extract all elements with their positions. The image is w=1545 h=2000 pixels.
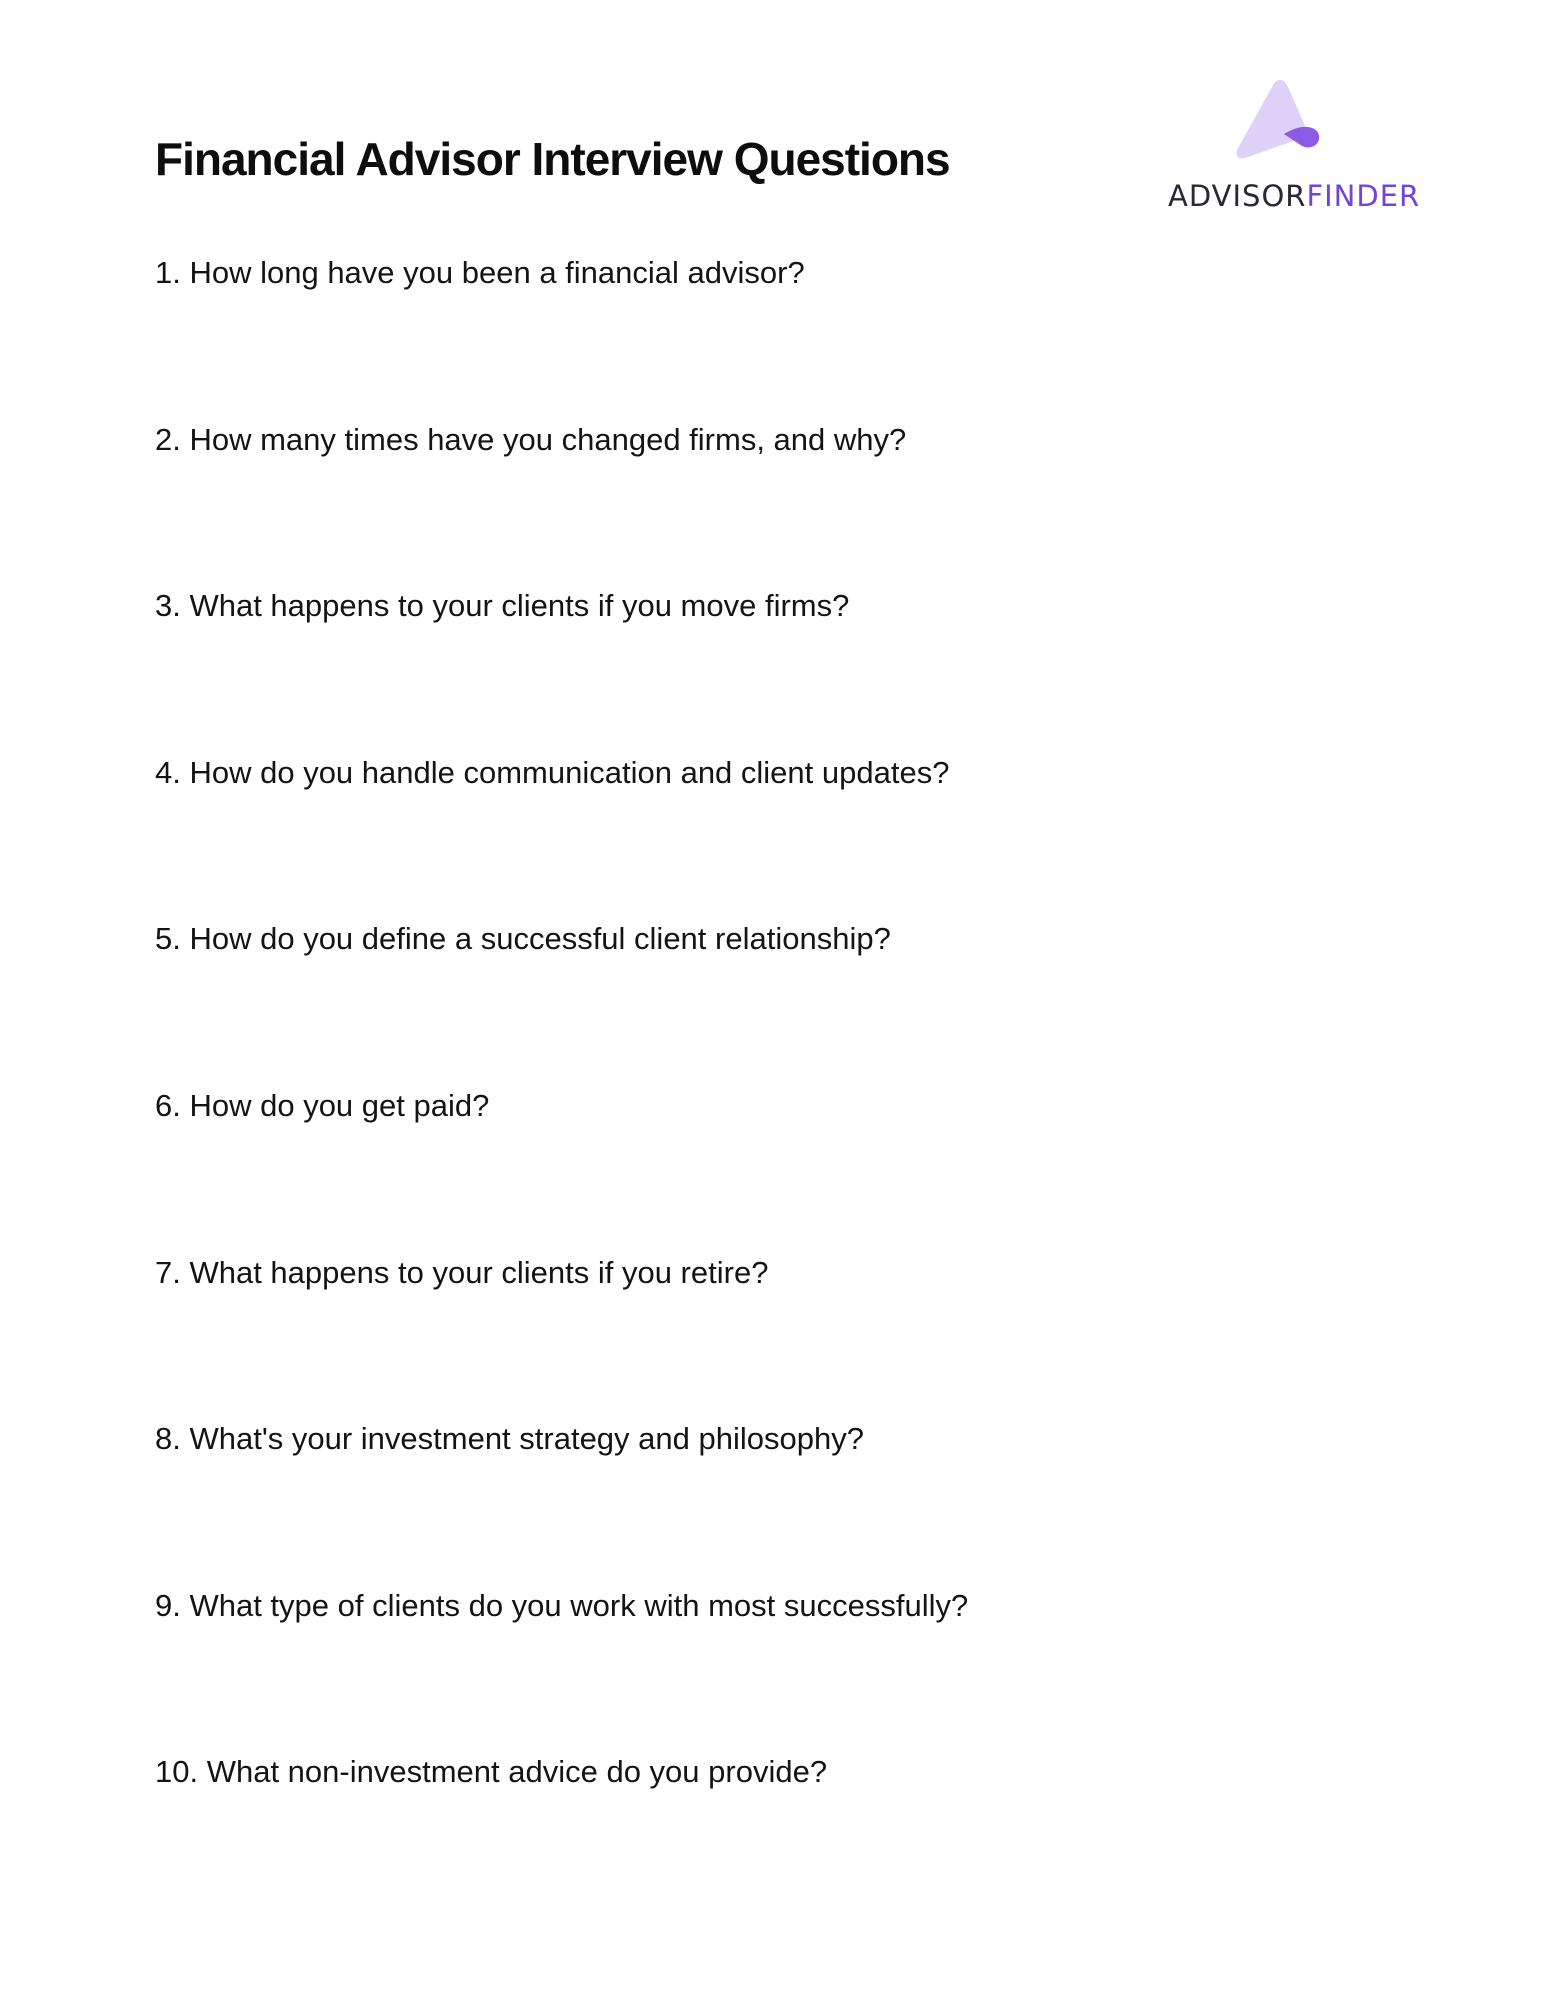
- question-item: 4. How do you handle communication and client updates?: [155, 754, 950, 790]
- question-item: 3. What happens to your clients if you move firms?: [155, 588, 850, 624]
- question-item: 10. What non-investment advice do you provide?: [155, 1754, 828, 1790]
- question-item: 2. How many times have you changed firms, and why?: [155, 421, 907, 457]
- logo-word-advisor: ADVISOR: [1168, 179, 1307, 213]
- question-item: 5. How do you define a successful client relationship?: [155, 921, 891, 957]
- question-item: 8. What's your investment strategy and philosophy?: [155, 1421, 864, 1457]
- page-title: Financial Advisor Interview Questions: [155, 133, 950, 185]
- question-list: [155, 255, 968, 1921]
- logo-wordmark: [1168, 179, 1421, 213]
- logo-word-finder: FINDER: [1306, 179, 1421, 213]
- question-item: 7. What happens to your clients if you retire?: [155, 1254, 769, 1290]
- question-item: 1. How long have you been a financial advisor?: [155, 255, 805, 290]
- advisorfinder-logo: [1168, 76, 1421, 216]
- question-item: 6. How do you get paid?: [155, 1087, 490, 1123]
- question-item: 9. What type of clients do you work with most successfully?: [155, 1587, 969, 1623]
- logo-mark-icon: [1232, 76, 1328, 162]
